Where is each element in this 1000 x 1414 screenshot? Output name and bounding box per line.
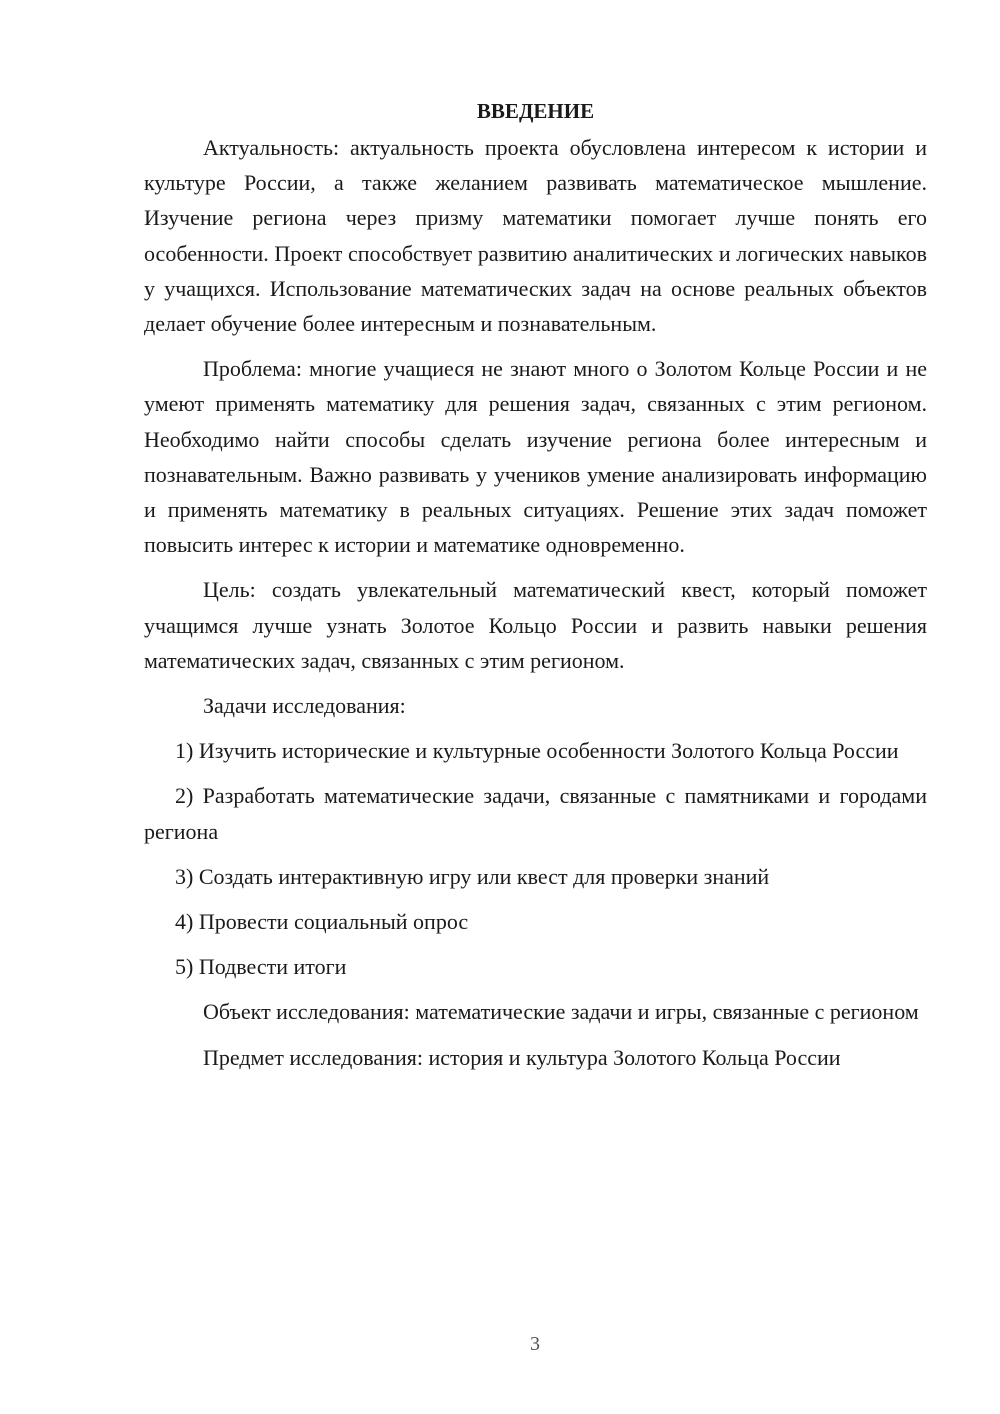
task-item-5: 5) Подвести итоги <box>175 954 347 980</box>
task-item-2: 2) Разработать математические задачи, связанные с памятниками и городами региона <box>144 783 927 844</box>
page-number: 3 <box>530 1333 540 1355</box>
paragraph-problem: Проблема: многие учащиеся не знают много о Золотом Кольце России и не умеют применять математику для решения задач, связанных с этим регионом. Необходимо найти способы сделать изучение региона более интересным и познавательным. Важно развивать у учеников умение анализировать информацию и применять математику в реальных ситуациях. Решение этих задач поможет повысить интерес к истории и математике одновременно. <box>144 356 927 558</box>
tasks-heading: Задачи исследования: <box>203 693 406 719</box>
section-title: ВВЕДЕНИЕ <box>476 99 595 123</box>
paragraph-object: Объект исследования: математические задачи и игры, связанные с регионом <box>203 999 919 1025</box>
page-content <box>144 94 927 1085</box>
paragraph-relevance: Актуальность: актуальность проекта обусловлена интересом к истории и культуре России, а также желанием развивать математическое мышление. Изучение региона через призму математики помогает лучше понять его особенности. Проект способствует развитию аналитических и логических навыков у учащихся. Использование математических задач на основе реальных объектов делает обучение более интересным и познавательным. <box>144 135 927 337</box>
task-item-3: 3) Создать интерактивную игру или квест для проверки знаний <box>175 863 770 889</box>
paragraph-goal: Цель: создать увлекательный математический квест, который поможет учащимся лучше узнать Золотое Кольцо России и развить навыки решения математических задач, связанных с этим регионом. <box>144 577 927 673</box>
task-item-1: 1) Изучить исторические и культурные особенности Золотого Кольца России <box>175 738 899 764</box>
task-item-4: 4) Провести социальный опрос <box>175 909 469 935</box>
paragraph-subject: Предмет исследования: история и культура Золотого Кольца России <box>203 1044 841 1070</box>
